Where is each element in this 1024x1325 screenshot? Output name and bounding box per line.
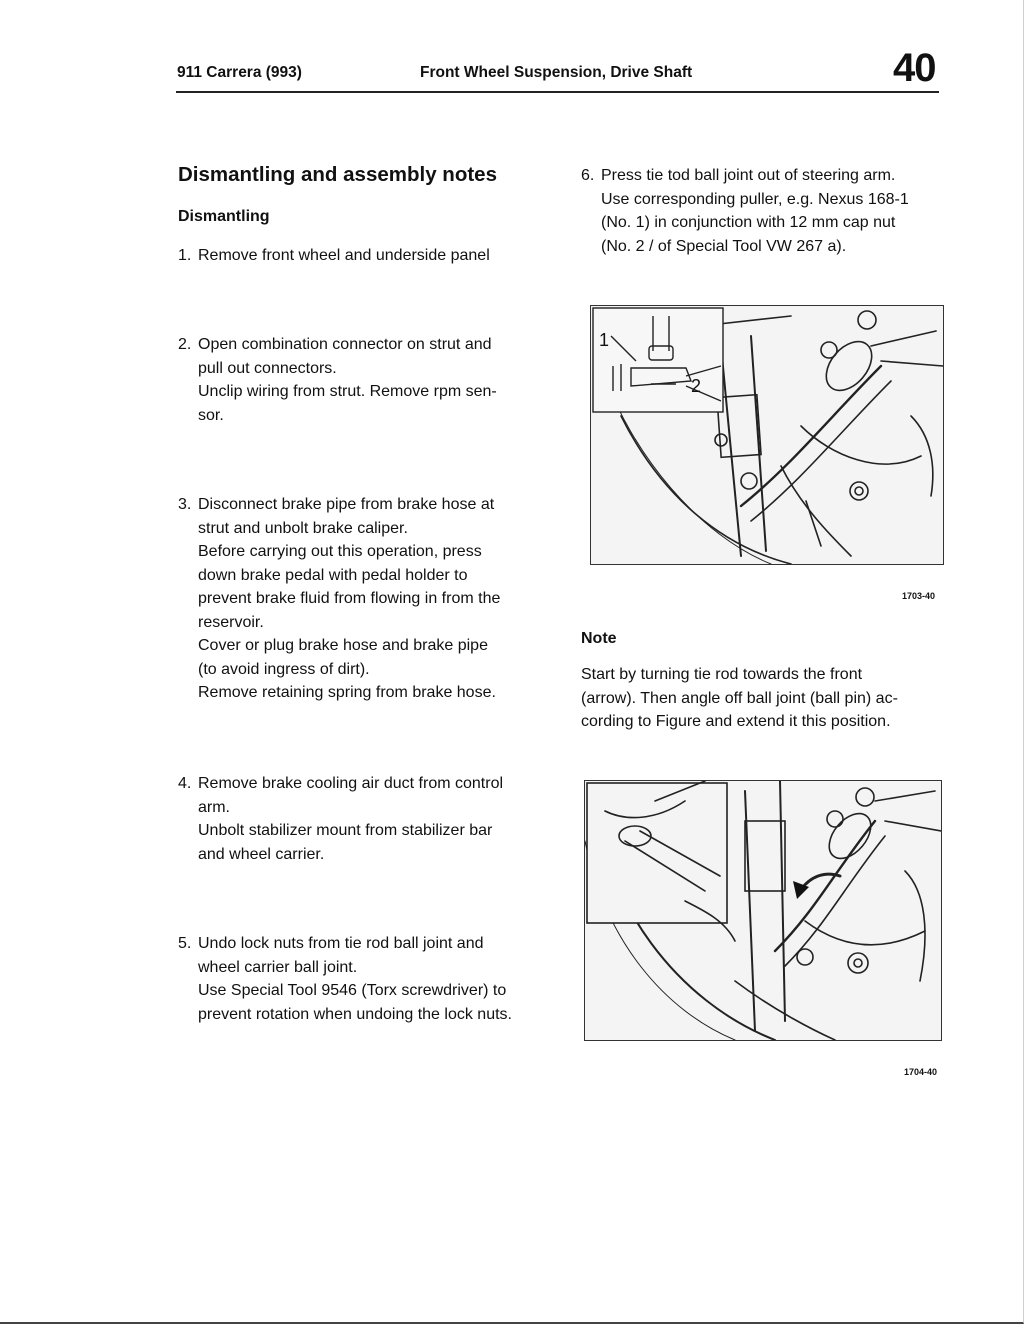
step-number: 2. [178, 336, 192, 353]
figure-number: 1703-40 [902, 591, 936, 601]
step-number: 6. [581, 167, 595, 184]
figure-ball-joint-angle [584, 780, 942, 1041]
step-line: Remove brake cooling air duct from control [198, 775, 504, 792]
step-line: pull out connectors. [198, 359, 337, 377]
step-line: Unclip wiring from strut. Remove rpm sen- [198, 383, 497, 400]
step-text [198, 932, 512, 1026]
step-line: Undo lock nuts from tie rod ball joint and [198, 935, 484, 952]
step-line: arm. [198, 798, 230, 816]
step-line: Cover or plug brake hose and brake pipe [198, 637, 488, 654]
step-line: prevent brake fluid from flowing in from the [198, 590, 501, 607]
step-line: Remove retaining spring from brake hose. [198, 684, 496, 701]
section-title: Dismantling and assembly notes [178, 163, 497, 186]
step-line: wheel carrier ball joint. [198, 958, 358, 976]
step-line: reservoir. [198, 613, 264, 631]
step-number: 1. [178, 247, 192, 264]
step-line: strut and unbolt brake caliper. [198, 519, 408, 537]
step-number: 4. [178, 775, 192, 792]
note-line: cording to Figure and extend it this position. [581, 713, 891, 730]
step-line: (to avoid ingress of dirt). [198, 660, 370, 678]
step-line: Unbolt stabilizer mount from stabilizer bar [198, 822, 493, 839]
note-text [581, 663, 898, 734]
step-number: 3. [178, 496, 192, 513]
header-group-number: 40 [893, 46, 936, 90]
step-line: (No. 2 / of Special Tool VW 267 a). [601, 237, 847, 255]
step-text [198, 244, 490, 268]
step-text [198, 493, 500, 705]
step-line: and wheel carrier. [198, 845, 325, 863]
figure-number: 1704-40 [904, 1067, 938, 1077]
step-line: Remove front wheel and underside panel [198, 247, 490, 264]
section-subtitle: Dismantling [178, 208, 270, 225]
step-line: down brake pedal with pedal holder to [198, 566, 468, 584]
note-heading: Note [581, 630, 617, 647]
step-line: Before carrying out this operation, press [198, 543, 482, 560]
suspension-illustration [585, 781, 941, 1040]
step-text [601, 164, 909, 258]
callout-1: 1 [599, 330, 610, 350]
note-line: Start by turning tie rod towards the front [581, 666, 863, 683]
step-number: 5. [178, 935, 192, 952]
step-line: (No. 1) in conjunction with 12 mm cap nut [601, 214, 896, 231]
figure-tie-rod-puller [590, 305, 944, 565]
step-line: prevent rotation when undoing the lock nuts. [198, 1005, 512, 1023]
step-line: sor. [198, 406, 224, 424]
header-title: Front Wheel Suspension, Drive Shaft [420, 64, 693, 81]
step-line: Open combination connector on strut and [198, 336, 492, 353]
header-model: 911 Carrera (993) [177, 64, 302, 81]
callout-2: 2 [691, 376, 702, 396]
step-text [198, 333, 497, 427]
step-line: Press tie tod ball joint out of steering arm. [601, 167, 896, 184]
note-line: (arrow). Then angle off ball joint (ball pin) ac- [581, 689, 898, 707]
step-line: Use corresponding puller, e.g. Nexus 168-1 [601, 190, 909, 208]
step-text [198, 772, 503, 866]
step-line: Disconnect brake pipe from brake hose at [198, 496, 495, 513]
step-line: Use Special Tool 9546 (Torx screwdriver) to [198, 982, 507, 999]
suspension-illustration [591, 306, 943, 564]
header-rule [176, 91, 939, 93]
